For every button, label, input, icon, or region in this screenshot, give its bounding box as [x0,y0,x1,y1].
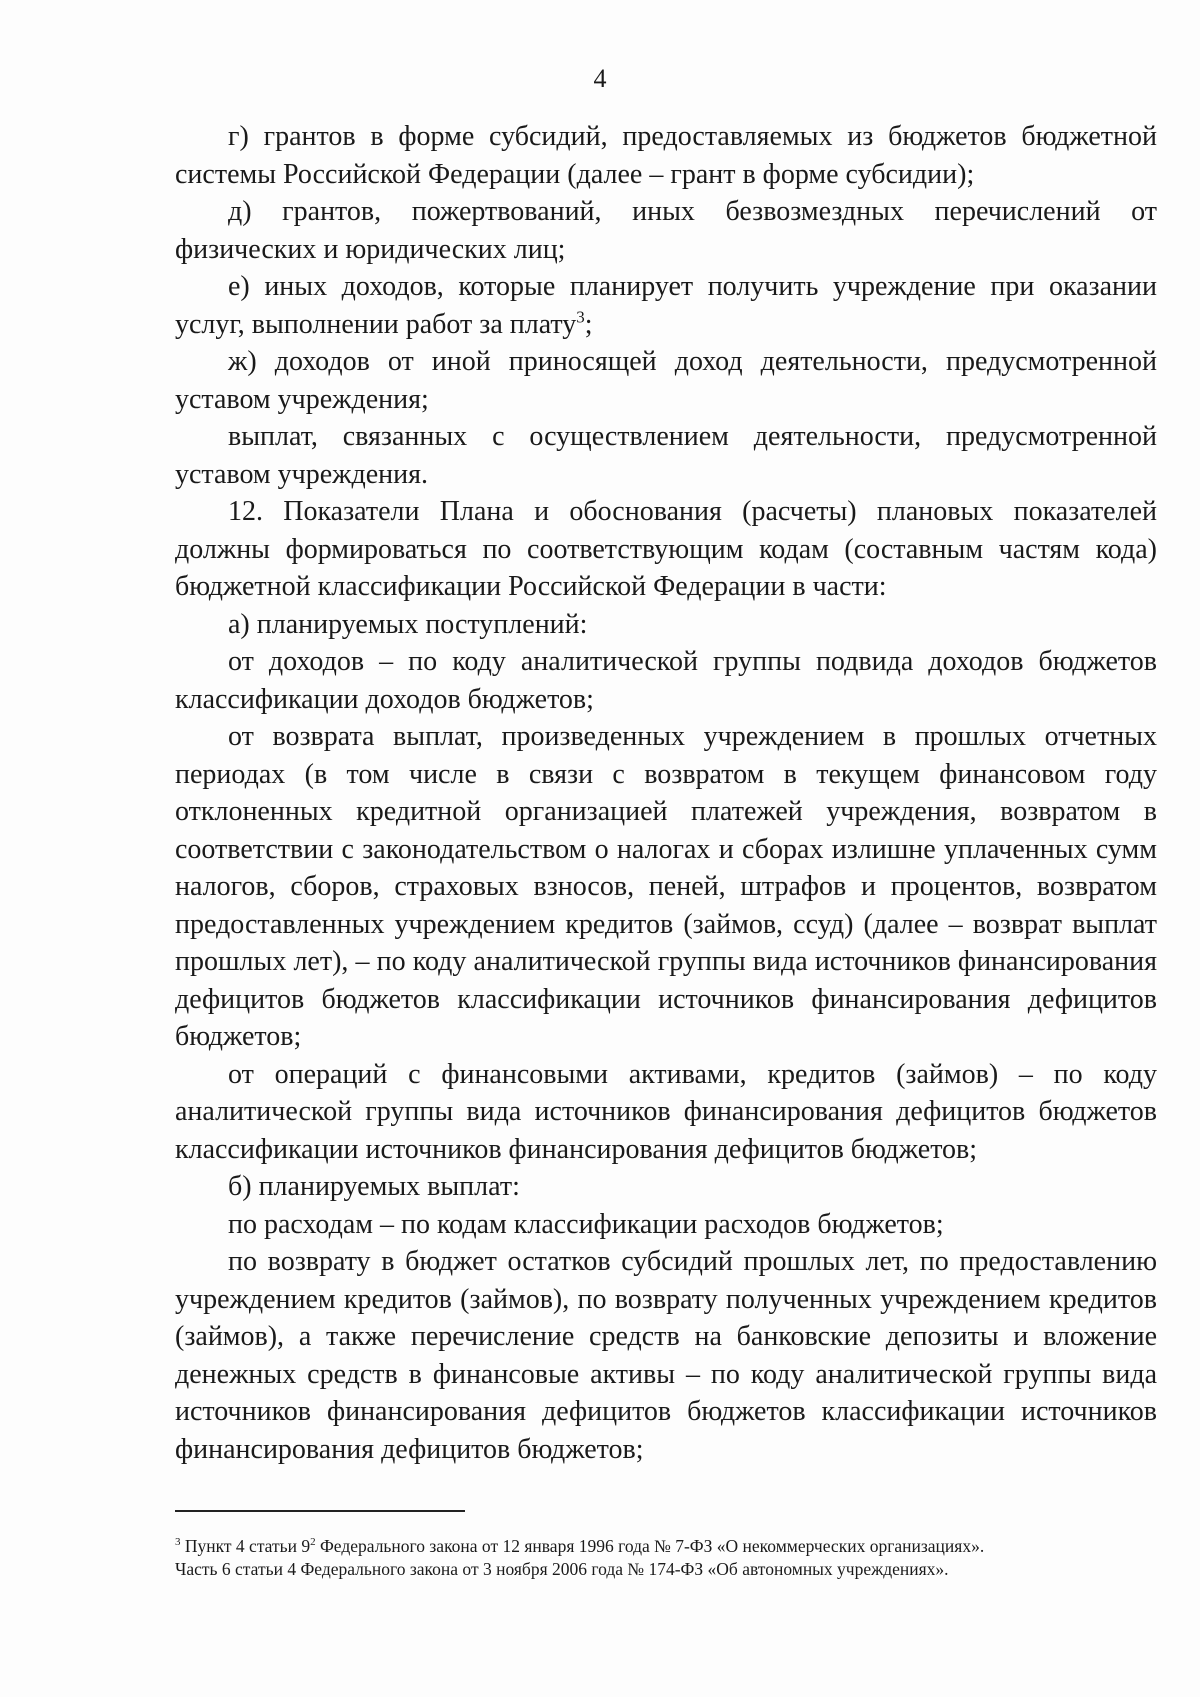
paragraph-from-income: от доходов – по коду аналитической группы подвида доходов бюджетов классификации доходов бюджетов; [175,646,1157,715]
paragraph-other-income-text: е) иных доходов, которые планирует получить учреждение при оказании услуг, выполнении работ за плату [175,271,1157,340]
paragraph-financial-assets: от операций с финансовыми активами, кредитов (займов) – по коду аналитической группы вида источников финансирования дефицитов бюджетов классификации источников финансирования дефицитов бюджетов; [175,1058,1157,1165]
footnote-reference: 3 [576,307,585,327]
paragraph-planned-payments: б) планируемых выплат: [228,1171,520,1202]
paragraph-other-income [175,268,1157,343]
page-number: 4 [593,64,607,93]
footnotes [175,1535,1157,1581]
paragraph-planned-receipts: а) планируемых поступлений: [228,608,588,640]
paragraph-income-activity: ж) доходов от иной приносящей доход деятельности, предусмотренной уставом учреждения; [175,346,1157,415]
footnote-text-1a: Пункт 4 статьи 9 [180,1536,311,1556]
footnote-superscript: 2 [310,1536,316,1549]
footnote-text-1b: Федерального закона от 12 января 1996 года № 7-ФЗ «О некоммерческих организациях». [315,1536,985,1556]
paragraph-grants-subsidies: г) грантов в форме субсидий, предоставляемых из бюджетов бюджетной системы Российской Федерации (далее – грант в форме субсидии); [175,121,1157,190]
paragraph-expenses: по расходам – по кодам классификации расходов бюджетов; [228,1208,944,1240]
paragraph-return-subsidies: по возврату в бюджет остатков субсидий прошлых лет, по предоставлению учреждением кредитов (займов), по возврату полученных учреждением кредитов (займов), а также перечисление средств на банковские депозиты и вложение денежных средств в финансовые активы – по коду аналитической группы вида источников финансирования дефицитов бюджетов классификации источников финансирования дефицитов бюджетов; [175,1246,1157,1465]
paragraph-other-income-end: ; [584,308,593,340]
footnote-divider [175,1510,465,1512]
paragraph-return-payments: от возврата выплат, произведенных учреждением в прошлых отчетных периодах (в том числе в связи с возвратом в текущем финансовом году отклоненных кредитной организацией платежей учреждения, возвратом в соответствии с законодательством о налогах и сборах излишне уплаченных сумм налогов, сборов, страховых взносов, пеней, штрафов и процентов, возвратом предоставленных учреждением кредитов (займов, ссуд) (далее – возврат выплат прошлых лет), – по коду аналитической группы вида источников финансирования дефицитов бюджетов классификации источников финансирования дефицитов бюджетов; [175,721,1157,1052]
paragraph-section-12: 12. Показатели Плана и обоснования (расчеты) плановых показателей должны формироваться по соответствующим кодам (составным частям кода) бюджетной классификации Российской Федерации в части: [175,496,1157,602]
footnote-line-1 [175,1535,1157,1558]
paragraph-grants-donations: д) грантов, пожертвований, иных безвозмездных перечислений от физических и юридических лиц; [175,196,1157,265]
footnote-line-2: Часть 6 статьи 4 Федерального закона от 3 ноября 2006 года № 174-ФЗ «Об автономных учреждениях». [175,1559,949,1579]
footnote-marker: 3 [175,1536,181,1549]
paragraph-payments-activity: выплат, связанных с осуществлением деятельности, предусмотренной уставом учреждения. [175,421,1157,490]
document-body [175,118,1157,1468]
